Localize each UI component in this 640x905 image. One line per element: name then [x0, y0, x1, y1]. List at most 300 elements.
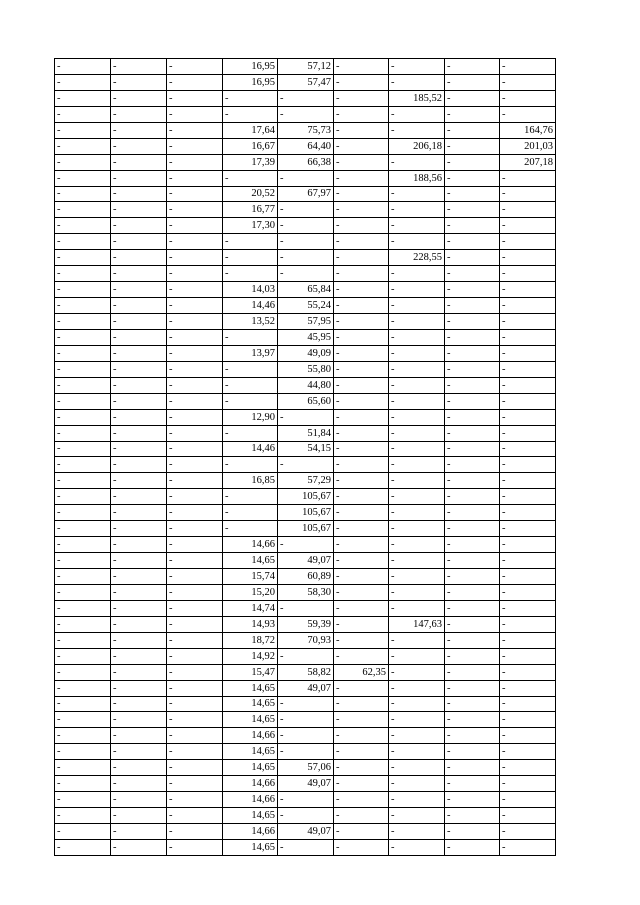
table-cell: -	[334, 728, 389, 744]
table-cell: -	[111, 409, 167, 425]
table-cell: 105,67	[278, 521, 334, 537]
table-cell: 57,29	[278, 473, 334, 489]
table-cell: -	[334, 457, 389, 473]
table-cell: -	[445, 425, 500, 441]
table-cell: -	[389, 489, 445, 505]
table-cell: -	[111, 521, 167, 537]
table-row	[55, 202, 556, 218]
table-cell: -	[278, 409, 334, 425]
table-cell: 57,95	[278, 314, 334, 330]
table-cell: -	[55, 282, 111, 298]
table-cell: -	[55, 664, 111, 680]
table-cell: -	[445, 680, 500, 696]
table-cell: -	[111, 664, 167, 680]
table-cell: -	[334, 250, 389, 266]
table-row	[55, 569, 556, 585]
table-cell: -	[55, 298, 111, 314]
table-cell: -	[334, 218, 389, 234]
table-cell: -	[389, 409, 445, 425]
table-cell: -	[55, 202, 111, 218]
table-cell: -	[334, 298, 389, 314]
table-cell: -	[500, 616, 556, 632]
table-cell: -	[445, 122, 500, 138]
table-cell: 228,55	[389, 250, 445, 266]
table-cell: -	[500, 106, 556, 122]
table-cell: -	[223, 505, 278, 521]
table-cell: 14,66	[223, 728, 278, 744]
table-cell: 49,07	[278, 680, 334, 696]
table-cell: -	[389, 505, 445, 521]
table-cell: 14,46	[223, 441, 278, 457]
table-cell: -	[389, 441, 445, 457]
table-cell: -	[334, 234, 389, 250]
table-cell: -	[500, 361, 556, 377]
table-cell: -	[334, 409, 389, 425]
table-cell: 16,85	[223, 473, 278, 489]
table-row	[55, 186, 556, 202]
table-row	[55, 106, 556, 122]
table-cell: 65,60	[278, 393, 334, 409]
table-cell: -	[111, 537, 167, 553]
table-cell: -	[389, 728, 445, 744]
table-cell: -	[223, 521, 278, 537]
table-cell: -	[445, 632, 500, 648]
table-cell: -	[500, 584, 556, 600]
table-cell: -	[500, 250, 556, 266]
table-cell: -	[55, 760, 111, 776]
table-row	[55, 74, 556, 90]
table-cell: -	[445, 696, 500, 712]
table-row	[55, 59, 556, 75]
table-cell: -	[55, 537, 111, 553]
table-cell: -	[334, 569, 389, 585]
table-cell: -	[389, 600, 445, 616]
table-cell: -	[334, 521, 389, 537]
table-cell: -	[55, 680, 111, 696]
table-cell: -	[111, 90, 167, 106]
table-cell: -	[167, 202, 223, 218]
table-cell: -	[500, 425, 556, 441]
table-cell: -	[445, 569, 500, 585]
table-cell: -	[111, 74, 167, 90]
table-cell: -	[389, 792, 445, 808]
table-cell: -	[167, 59, 223, 75]
table-cell: -	[500, 170, 556, 186]
table-cell: -	[445, 282, 500, 298]
table-cell: -	[500, 632, 556, 648]
table-cell: -	[334, 584, 389, 600]
table-cell: -	[55, 122, 111, 138]
table-row	[55, 361, 556, 377]
table-cell: -	[55, 74, 111, 90]
table-cell: -	[500, 712, 556, 728]
table-cell: -	[389, 282, 445, 298]
table-cell: -	[111, 760, 167, 776]
table-cell: -	[55, 106, 111, 122]
table-cell: 16,95	[223, 74, 278, 90]
table-cell: -	[278, 234, 334, 250]
table-cell: -	[111, 616, 167, 632]
table-cell: -	[500, 314, 556, 330]
table-cell: -	[334, 808, 389, 824]
table-cell: 201,03	[500, 138, 556, 154]
table-cell: -	[500, 728, 556, 744]
table-cell: -	[445, 776, 500, 792]
table-row	[55, 329, 556, 345]
table-cell: -	[389, 664, 445, 680]
table-cell: -	[445, 600, 500, 616]
table-cell: -	[167, 505, 223, 521]
table-cell: -	[55, 648, 111, 664]
table-cell: -	[278, 170, 334, 186]
table-cell: -	[223, 234, 278, 250]
table-cell: -	[111, 59, 167, 75]
table-cell: 15,20	[223, 584, 278, 600]
table-cell: -	[500, 760, 556, 776]
table-cell: -	[167, 186, 223, 202]
table-cell: -	[334, 600, 389, 616]
table-cell: -	[334, 329, 389, 345]
table-cell: -	[389, 744, 445, 760]
table-cell: -	[167, 473, 223, 489]
table-row	[55, 122, 556, 138]
table-cell: -	[389, 521, 445, 537]
table-cell: -	[111, 584, 167, 600]
table-cell: -	[389, 824, 445, 840]
table-cell: -	[111, 505, 167, 521]
table-cell: -	[223, 457, 278, 473]
table-cell: -	[334, 393, 389, 409]
table-cell: -	[445, 728, 500, 744]
table-cell: 49,07	[278, 553, 334, 569]
table-cell: -	[223, 329, 278, 345]
table-row	[55, 680, 556, 696]
table-cell: -	[445, 473, 500, 489]
table-cell: -	[111, 361, 167, 377]
table-cell: -	[500, 664, 556, 680]
table-cell: -	[55, 250, 111, 266]
table-cell: -	[111, 457, 167, 473]
table-cell: -	[389, 839, 445, 855]
table-cell: -	[500, 648, 556, 664]
table-row	[55, 457, 556, 473]
table-row	[55, 298, 556, 314]
table-cell: -	[55, 138, 111, 154]
table-cell: -	[167, 776, 223, 792]
table-cell: -	[389, 202, 445, 218]
table-cell: -	[334, 824, 389, 840]
table-cell: -	[167, 792, 223, 808]
table-cell: -	[167, 553, 223, 569]
table-cell: -	[445, 441, 500, 457]
table-cell: -	[167, 138, 223, 154]
table-cell: -	[167, 760, 223, 776]
table-cell: -	[445, 792, 500, 808]
table-cell: -	[445, 824, 500, 840]
table-cell: -	[223, 425, 278, 441]
table-row	[55, 521, 556, 537]
table-cell: 206,18	[389, 138, 445, 154]
table-cell: 188,56	[389, 170, 445, 186]
table-row	[55, 218, 556, 234]
table-cell: -	[445, 234, 500, 250]
table-cell: -	[334, 122, 389, 138]
table-row	[55, 824, 556, 840]
table-cell: -	[111, 473, 167, 489]
table-cell: -	[445, 90, 500, 106]
table-cell: -	[389, 696, 445, 712]
table-cell: -	[167, 441, 223, 457]
table-row	[55, 473, 556, 489]
table-row	[55, 808, 556, 824]
table-cell: 66,38	[278, 154, 334, 170]
table-cell: -	[167, 361, 223, 377]
table-cell: -	[334, 632, 389, 648]
table-cell: -	[167, 457, 223, 473]
table-cell: -	[55, 600, 111, 616]
table-cell: -	[111, 632, 167, 648]
table-cell: -	[167, 329, 223, 345]
table-cell: -	[111, 712, 167, 728]
table-cell: -	[445, 377, 500, 393]
table-cell: -	[278, 266, 334, 282]
table-cell: -	[445, 170, 500, 186]
table-cell: -	[334, 473, 389, 489]
table-cell: -	[55, 489, 111, 505]
table-cell: 13,52	[223, 314, 278, 330]
table-cell: -	[389, 377, 445, 393]
table-cell: -	[278, 600, 334, 616]
table-row	[55, 648, 556, 664]
table-cell: -	[223, 250, 278, 266]
table-cell: -	[389, 425, 445, 441]
table-cell: -	[55, 473, 111, 489]
table-cell: -	[111, 202, 167, 218]
table-cell: -	[389, 648, 445, 664]
table-cell: 14,65	[223, 553, 278, 569]
table-cell: -	[223, 377, 278, 393]
table-cell: 15,47	[223, 664, 278, 680]
table-cell: -	[389, 569, 445, 585]
table-cell: -	[167, 680, 223, 696]
table-cell: -	[55, 728, 111, 744]
table-row	[55, 537, 556, 553]
table-cell: -	[167, 616, 223, 632]
table-cell: -	[55, 329, 111, 345]
table-cell: -	[111, 808, 167, 824]
table-cell: -	[278, 537, 334, 553]
table-row	[55, 154, 556, 170]
table-cell: -	[55, 425, 111, 441]
table-cell: -	[445, 138, 500, 154]
table-cell: -	[389, 154, 445, 170]
table-cell: -	[167, 90, 223, 106]
table-cell: -	[111, 122, 167, 138]
table-cell: 67,97	[278, 186, 334, 202]
table-cell: -	[500, 696, 556, 712]
table-cell: -	[111, 314, 167, 330]
table-cell: -	[500, 473, 556, 489]
table-cell: -	[334, 59, 389, 75]
table-cell: -	[278, 792, 334, 808]
table-cell: 14,65	[223, 808, 278, 824]
table-cell: -	[334, 776, 389, 792]
table-row	[55, 776, 556, 792]
table-cell: -	[389, 553, 445, 569]
table-cell: -	[334, 170, 389, 186]
table-row	[55, 266, 556, 282]
table-cell: -	[111, 138, 167, 154]
table-cell: -	[111, 824, 167, 840]
table-cell: -	[55, 632, 111, 648]
table-cell: -	[445, 584, 500, 600]
table-cell: -	[500, 282, 556, 298]
table-cell: -	[500, 90, 556, 106]
table-cell: 57,12	[278, 59, 334, 75]
table-cell: -	[445, 553, 500, 569]
table-cell: -	[334, 616, 389, 632]
table-cell: 14,66	[223, 537, 278, 553]
table-cell: -	[167, 122, 223, 138]
table-cell: -	[167, 648, 223, 664]
table-cell: -	[500, 824, 556, 840]
table-cell: -	[334, 744, 389, 760]
table-cell: -	[500, 457, 556, 473]
table-cell: -	[111, 282, 167, 298]
table-cell: -	[334, 138, 389, 154]
table-cell: 70,93	[278, 632, 334, 648]
table-cell: -	[55, 170, 111, 186]
table-row	[55, 744, 556, 760]
table-cell: -	[167, 377, 223, 393]
table-cell: -	[278, 457, 334, 473]
table-cell: -	[55, 792, 111, 808]
table-cell: -	[500, 266, 556, 282]
table-cell: -	[111, 680, 167, 696]
table-cell: -	[55, 393, 111, 409]
table-cell: -	[111, 441, 167, 457]
table-cell: -	[334, 648, 389, 664]
table-cell: -	[389, 314, 445, 330]
table-cell: -	[334, 537, 389, 553]
table-cell: -	[167, 266, 223, 282]
table-cell: 55,80	[278, 361, 334, 377]
table-row	[55, 728, 556, 744]
table-cell: -	[500, 202, 556, 218]
table-cell: -	[500, 839, 556, 855]
table-row	[55, 584, 556, 600]
table-cell: -	[55, 505, 111, 521]
table-cell: -	[500, 298, 556, 314]
table-cell: -	[55, 744, 111, 760]
table-cell: -	[111, 377, 167, 393]
table-cell: -	[111, 696, 167, 712]
table-cell: -	[445, 329, 500, 345]
table-cell: -	[167, 664, 223, 680]
table-cell: -	[445, 505, 500, 521]
table-cell: -	[500, 377, 556, 393]
table-cell: -	[500, 569, 556, 585]
table-cell: -	[55, 218, 111, 234]
table-cell: -	[334, 202, 389, 218]
table-cell: -	[55, 409, 111, 425]
table-cell: -	[445, 839, 500, 855]
table-cell: -	[334, 361, 389, 377]
table-cell: -	[167, 298, 223, 314]
table-cell: -	[389, 298, 445, 314]
table-cell: -	[55, 616, 111, 632]
table-cell: -	[167, 600, 223, 616]
table-cell: -	[445, 106, 500, 122]
table-cell: -	[278, 90, 334, 106]
table-cell: -	[389, 234, 445, 250]
table-cell: -	[500, 553, 556, 569]
table-cell: -	[500, 505, 556, 521]
table-row	[55, 505, 556, 521]
table-cell: -	[500, 218, 556, 234]
table-cell: -	[55, 345, 111, 361]
table-cell: -	[278, 744, 334, 760]
table-cell: -	[334, 345, 389, 361]
table-cell: -	[334, 792, 389, 808]
table-cell: -	[167, 218, 223, 234]
table-cell: 14,46	[223, 298, 278, 314]
table-cell: -	[500, 234, 556, 250]
table-cell: -	[167, 409, 223, 425]
table-row	[55, 839, 556, 855]
table-cell: 59,39	[278, 616, 334, 632]
table-cell: -	[500, 680, 556, 696]
table-cell: -	[55, 808, 111, 824]
table-cell: -	[500, 744, 556, 760]
table-cell: -	[445, 361, 500, 377]
table-cell: -	[389, 712, 445, 728]
table-cell: -	[445, 457, 500, 473]
table-cell: -	[278, 728, 334, 744]
table-cell: -	[500, 792, 556, 808]
table-body	[55, 59, 556, 856]
table-cell: -	[389, 537, 445, 553]
table-cell: -	[223, 266, 278, 282]
table-cell: -	[111, 186, 167, 202]
table-cell: -	[334, 282, 389, 298]
table-cell: 18,72	[223, 632, 278, 648]
table-cell: -	[167, 393, 223, 409]
table-cell: -	[167, 282, 223, 298]
table-cell: 16,77	[223, 202, 278, 218]
table-cell: -	[445, 314, 500, 330]
table-cell: -	[167, 425, 223, 441]
table-cell: -	[167, 170, 223, 186]
table-cell: -	[55, 457, 111, 473]
table-cell: -	[167, 824, 223, 840]
table-cell: -	[111, 266, 167, 282]
table-cell: -	[445, 345, 500, 361]
table-cell: -	[55, 569, 111, 585]
table-cell: 15,74	[223, 569, 278, 585]
table-cell: -	[111, 728, 167, 744]
table-cell: 14,65	[223, 760, 278, 776]
table-cell: 14,65	[223, 744, 278, 760]
table-cell: -	[500, 441, 556, 457]
table-cell: 185,52	[389, 90, 445, 106]
table-cell: 14,92	[223, 648, 278, 664]
table-cell: -	[167, 154, 223, 170]
table-row	[55, 314, 556, 330]
table-cell: -	[111, 744, 167, 760]
table-cell: -	[334, 441, 389, 457]
table-row	[55, 792, 556, 808]
